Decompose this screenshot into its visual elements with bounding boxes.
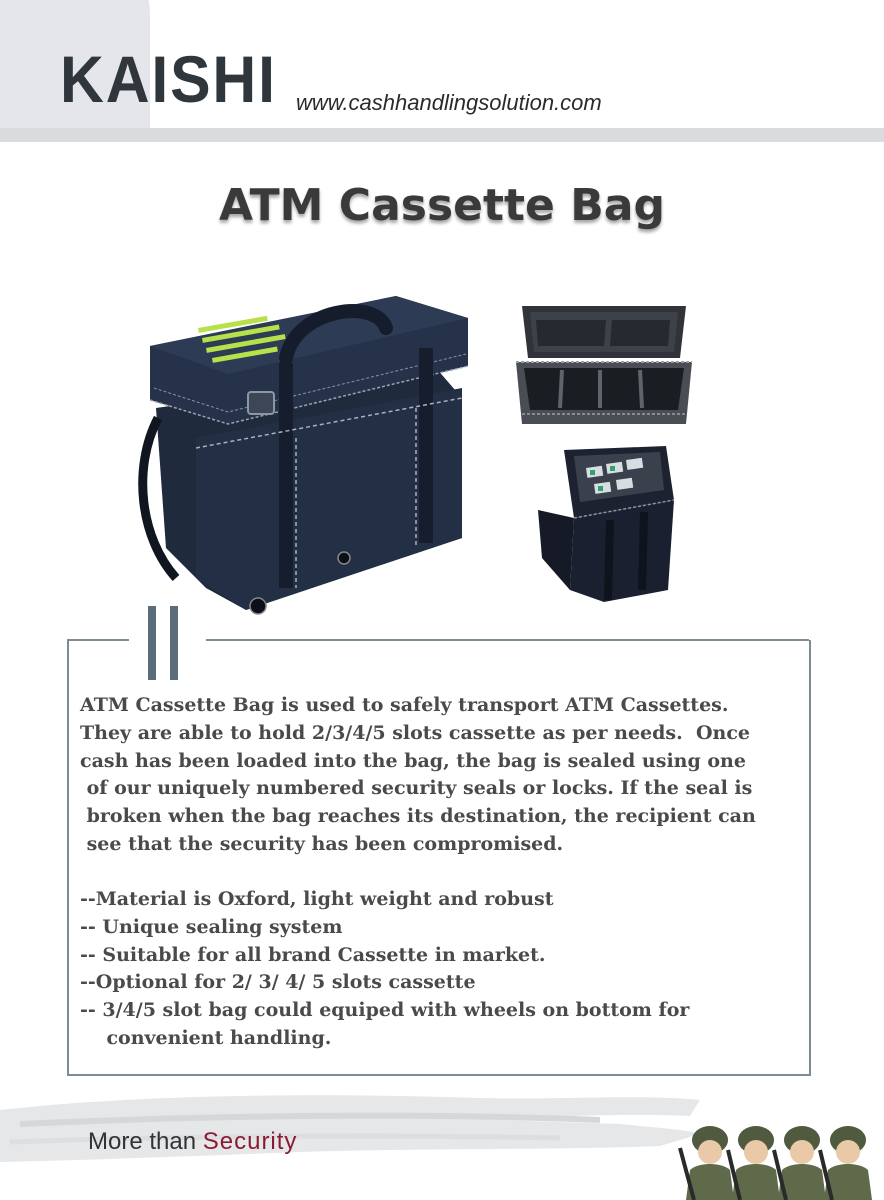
tagline-prefix: More than [88, 1128, 203, 1155]
feature-item: -- Unique sealing system [80, 915, 343, 938]
product-description [80, 692, 800, 859]
frame-accent-bar-right [170, 606, 178, 680]
description-line: They are able to hold 2/3/4/5 slots cassette as per needs. Once [80, 721, 750, 744]
bag-open-empty-photo [516, 302, 692, 426]
feature-item: --Material is Oxford, light weight and robust [80, 888, 554, 910]
tagline-accent: Security [202, 1128, 298, 1155]
footer-tagline [88, 1128, 297, 1156]
feature-item: -- 3/4/5 slot bag could equiped with wheels on bottom for [80, 999, 690, 1022]
frame-accent-bar-left [148, 606, 156, 680]
soldiers-illustration [672, 1118, 884, 1200]
feature-list [80, 886, 800, 1053]
description-line: cash has been loaded into the bag, the bag is sealed using one [80, 749, 746, 772]
feature-item: convenient handling. [80, 1026, 332, 1049]
frame-top-right-border [206, 639, 809, 641]
page-title: ATM Cassette Bag [219, 180, 665, 231]
bag-main-photo [136, 288, 472, 618]
header-divider [0, 128, 884, 142]
feature-item: -- Suitable for all brand Cassette in market. [80, 943, 546, 966]
description-line: broken when the bag reaches its destination, the recipient can [80, 805, 756, 828]
feature-item: --Optional for 2/ 3/ 4/ 5 slots cassette [80, 971, 476, 994]
description-line: ATM Cassette Bag is used to safely transport ATM Cassettes. [80, 694, 729, 716]
description-line: see that the security has been compromised. [80, 832, 564, 855]
bag-open-loaded-photo [534, 440, 676, 606]
description-line: of our uniquely numbered security seals or locks. If the seal is [80, 777, 753, 800]
website-url[interactable]: www.cashhandlingsolution.com [296, 90, 602, 115]
brand-logo: KAISHI [60, 42, 277, 116]
frame-top-left-border [67, 639, 129, 641]
